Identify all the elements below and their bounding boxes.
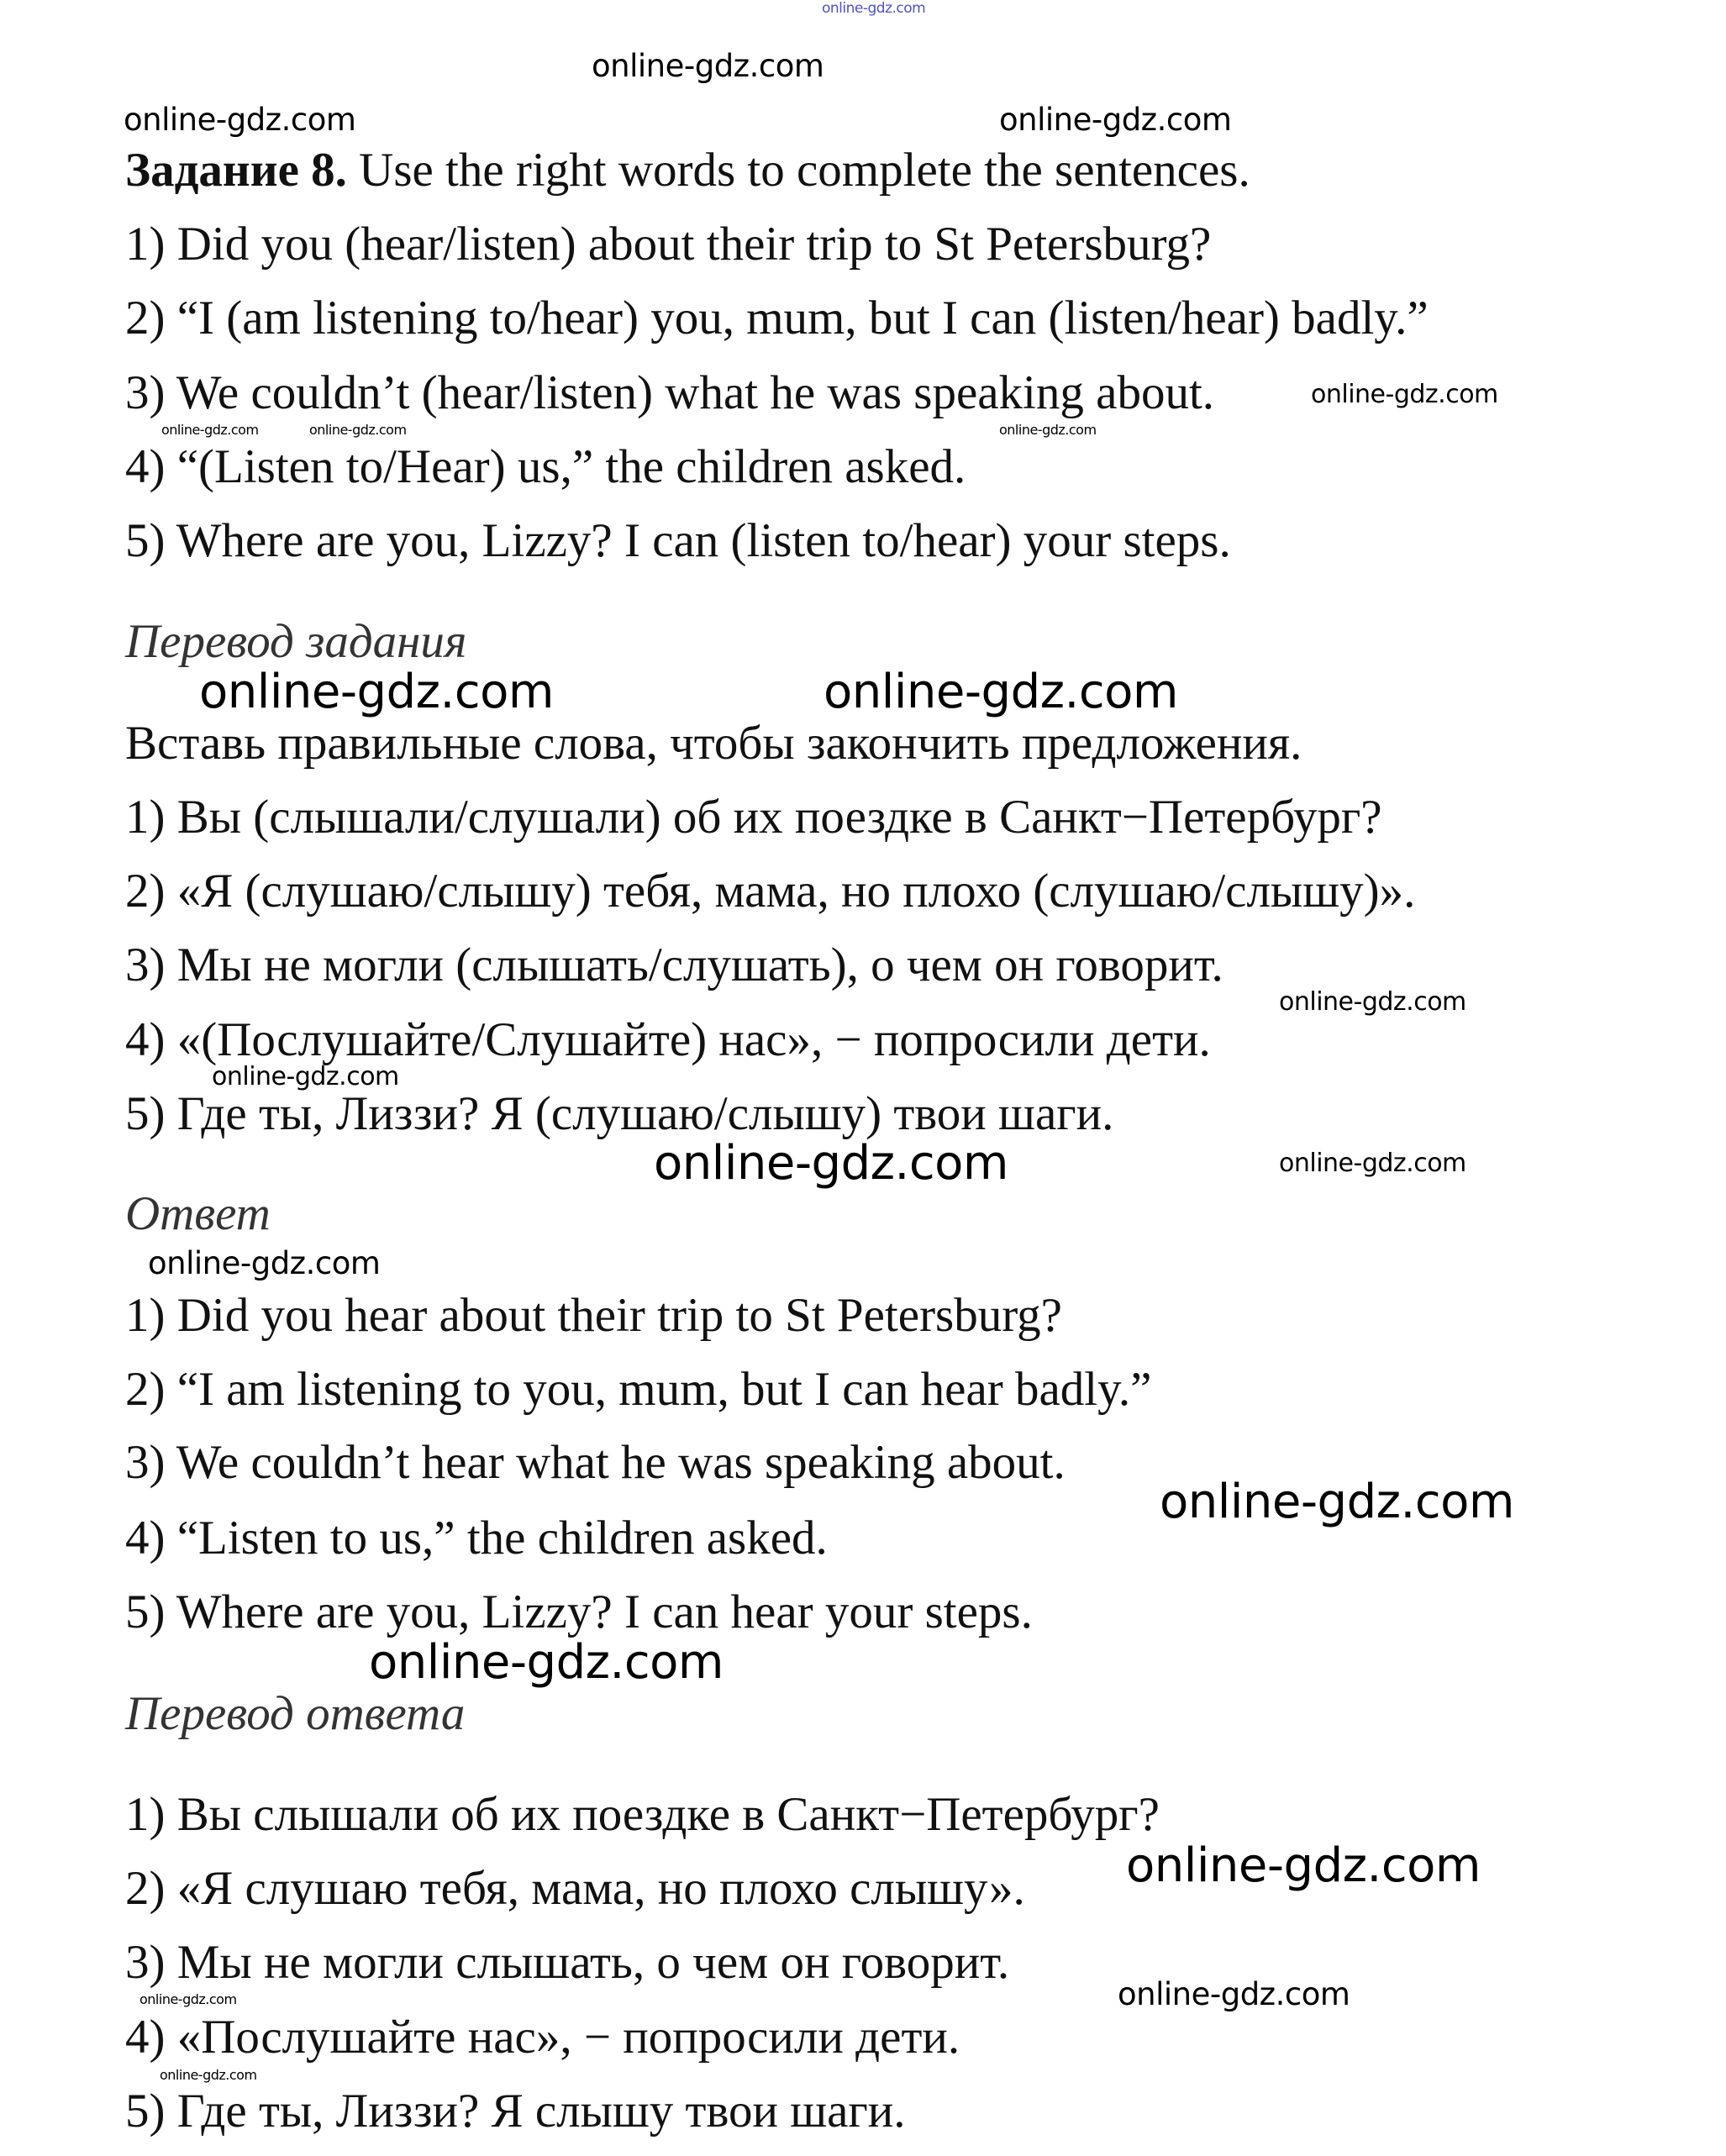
task-translation-item: 5) Где ты, Лиззи? Я (слушаю/слышу) твои шаги. (125, 1087, 1114, 1140)
answer-translation-item: 3) Мы не могли слышать, о чем он говорит. (125, 1936, 1010, 1989)
task-translation-item: 3) Мы не могли (слышать/слушать), о чем он говорит. (125, 939, 1223, 991)
watermark: online-gdz.com (160, 2067, 257, 2083)
task-item: 5) Where are you, Lizzy? I can (listen to/hear) your steps. (125, 514, 1231, 567)
answer-heading: Ответ (125, 1187, 271, 1240)
watermark: online-gdz.com (592, 48, 824, 84)
answer-translation-item: 2) «Я слушаю тебя, мама, но плохо слышу». (125, 1862, 1025, 1915)
watermark: online-gdz.com (309, 422, 407, 438)
watermark: online-gdz.com (212, 1062, 399, 1091)
watermark: online-gdz.com (139, 1991, 237, 2007)
watermark: online-gdz.com (369, 1635, 724, 1690)
task-translation-item: 1) Вы (слышали/слушали) об их поездке в Санкт−Петербург? (125, 791, 1382, 844)
task-item: 3) We couldn’t (hear/listen) what he was speaking about. (125, 366, 1215, 419)
watermark: online-gdz.com (999, 102, 1232, 138)
watermark: online-gdz.com (124, 102, 356, 138)
answer-item: 2) “I am listening to you, mum, but I can hear badly.” (125, 1363, 1152, 1416)
watermark: online-gdz.com (824, 665, 1178, 719)
task-label: Задание 8. (125, 144, 347, 197)
answer-item: 4) “Listen to us,” the children asked. (125, 1512, 828, 1564)
task-item: 4) “(Listen to/Hear) us,” the children asked. (125, 440, 966, 493)
task-instruction: Use the right words to complete the sentences. (346, 144, 1250, 197)
watermark: online-gdz.com (1160, 1475, 1514, 1529)
watermark: online-gdz.com (1311, 380, 1498, 409)
watermark: online-gdz.com (999, 422, 1097, 438)
task-item: 2) “I (am listening to/hear) you, mum, but I can (listen/hear) badly.” (125, 292, 1429, 344)
watermark: online-gdz.com (148, 1245, 381, 1281)
watermark: online-gdz.com (1279, 987, 1466, 1017)
answer-translation-item: 4) «Послушайте нас», − попросили дети. (125, 2011, 960, 2064)
watermark: online-gdz.com (1118, 1976, 1350, 2012)
answer-translation-heading: Перевод ответа (125, 1687, 466, 1740)
task-translation-instruction: Вставь правильные слова, чтобы закончить предложения. (125, 717, 1302, 770)
answer-item: 1) Did you hear about their trip to St Petersburg? (125, 1289, 1062, 1342)
top-watermark: online-gdz.com (822, 0, 926, 17)
watermark: online-gdz.com (199, 665, 554, 719)
task-item: 1) Did you (hear/listen) about their trip to St Petersburg? (125, 218, 1212, 271)
answer-item: 5) Where are you, Lizzy? I can hear your steps. (125, 1585, 1033, 1638)
watermark: online-gdz.com (654, 1136, 1008, 1191)
answer-translation-item: 5) Где ты, Лиззи? Я слышу твои шаги. (125, 2085, 906, 2138)
task-title (125, 144, 1250, 197)
task-translation-item: 2) «Я (слушаю/слышу) тебя, мама, но плохо (слушаю/слышу)». (125, 865, 1416, 918)
answer-translation-item: 1) Вы слышали об их поездке в Санкт−Петербург? (125, 1788, 1160, 1841)
task-translation-item: 4) «(Послушайте/Слушайте) нас», − попросили дети. (125, 1013, 1211, 1066)
watermark: online-gdz.com (1126, 1838, 1481, 1893)
watermark: online-gdz.com (161, 422, 259, 438)
watermark: online-gdz.com (1279, 1149, 1466, 1178)
task-translation-heading: Перевод задания (125, 615, 467, 668)
answer-item: 3) We couldn’t hear what he was speaking about. (125, 1436, 1066, 1489)
